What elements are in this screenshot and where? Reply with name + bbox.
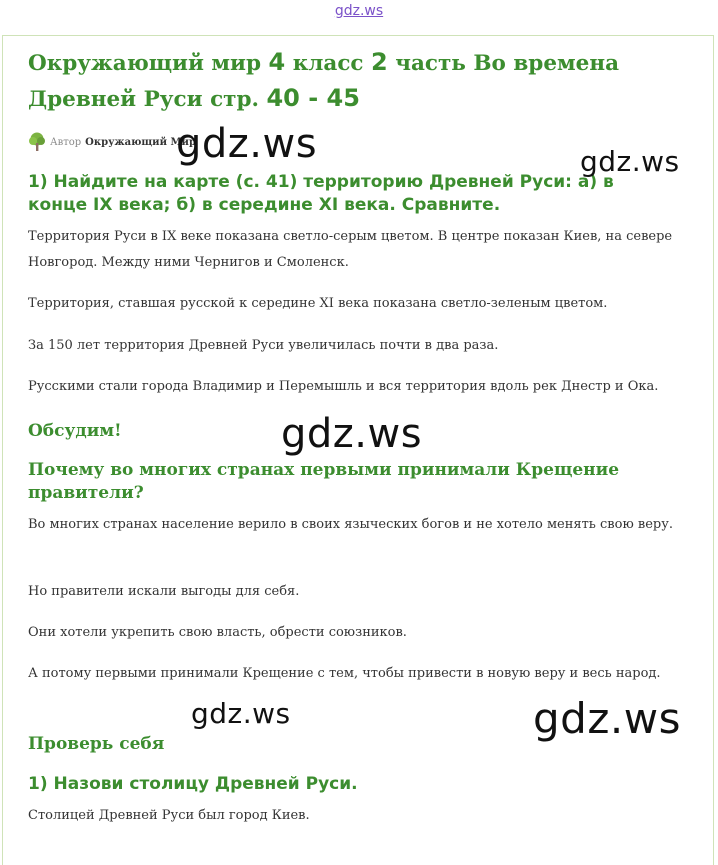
site-link[interactable]: gdz.ws — [334, 3, 384, 19]
check-heading: Проверь себя — [28, 734, 165, 754]
q1-paragraph-3: За 150 лет территория Древней Руси увеличилась почти в два раза. — [28, 338, 499, 353]
watermark: gdz.ws — [533, 694, 681, 743]
q1-paragraph-4: Русскими стали города Владимир и Перемышль и вся территория вдоль рек Днестр и Ока. — [28, 379, 659, 394]
page-title — [28, 45, 668, 117]
question-3-title: 1) Назови столицу Древней Руси. — [28, 774, 358, 794]
q2-paragraph-2: Но правители искали выгоды для себя. — [28, 584, 300, 599]
q3-paragraph-1: Столицей Древней Руси был город Киев. — [28, 808, 310, 823]
discuss-heading: Обсудим! — [28, 421, 122, 441]
watermark: gdz.ws — [191, 697, 291, 730]
q2-paragraph-4: А потому первыми принимали Крещение с тем, чтобы привести в новую веру и весь народ. — [28, 666, 661, 681]
q2-paragraph-1: Во многих странах население верило в своих языческих богов и не хотело менять свою веру. — [28, 517, 674, 532]
author-name[interactable]: Окружающий Мир — [85, 136, 196, 148]
author-label: Автор — [50, 136, 82, 148]
watermark: gdz.ws — [580, 145, 680, 178]
title-part: класс — [285, 51, 372, 76]
title-part: Окружающий мир — [28, 51, 269, 76]
watermark: gdz.ws — [281, 411, 423, 457]
title-part: 2 — [371, 48, 388, 76]
title-part: 40 - 45 — [266, 84, 360, 112]
title-part: часть Во времена Древней Руси стр. — [28, 51, 620, 112]
q1-paragraph-1: Территория Руси в IX веке показана светло-серым цветом. В центре показан Киев, на севере Новгород. Между ними Чернигов и Смоленск. — [28, 229, 673, 270]
q2-paragraph-3: Они хотели укрепить свою власть, обрести союзников. — [28, 625, 407, 640]
watermark: gdz.ws — [176, 121, 318, 167]
author-line — [28, 131, 196, 153]
tree-icon — [28, 132, 46, 152]
title-part: 4 — [268, 48, 286, 76]
q1-paragraph-2: Территория, ставшая русской к середине XI века показана светло-зеленым цветом. — [28, 296, 608, 311]
question-2-title: Почему во многих странах первыми принимали Крещение правители? — [28, 460, 620, 503]
question-1-title: 1) Найдите на карте (с. 41) территорию Древней Руси: а) в конце IX века; б) в середине XI века. Сравните. — [28, 172, 614, 215]
